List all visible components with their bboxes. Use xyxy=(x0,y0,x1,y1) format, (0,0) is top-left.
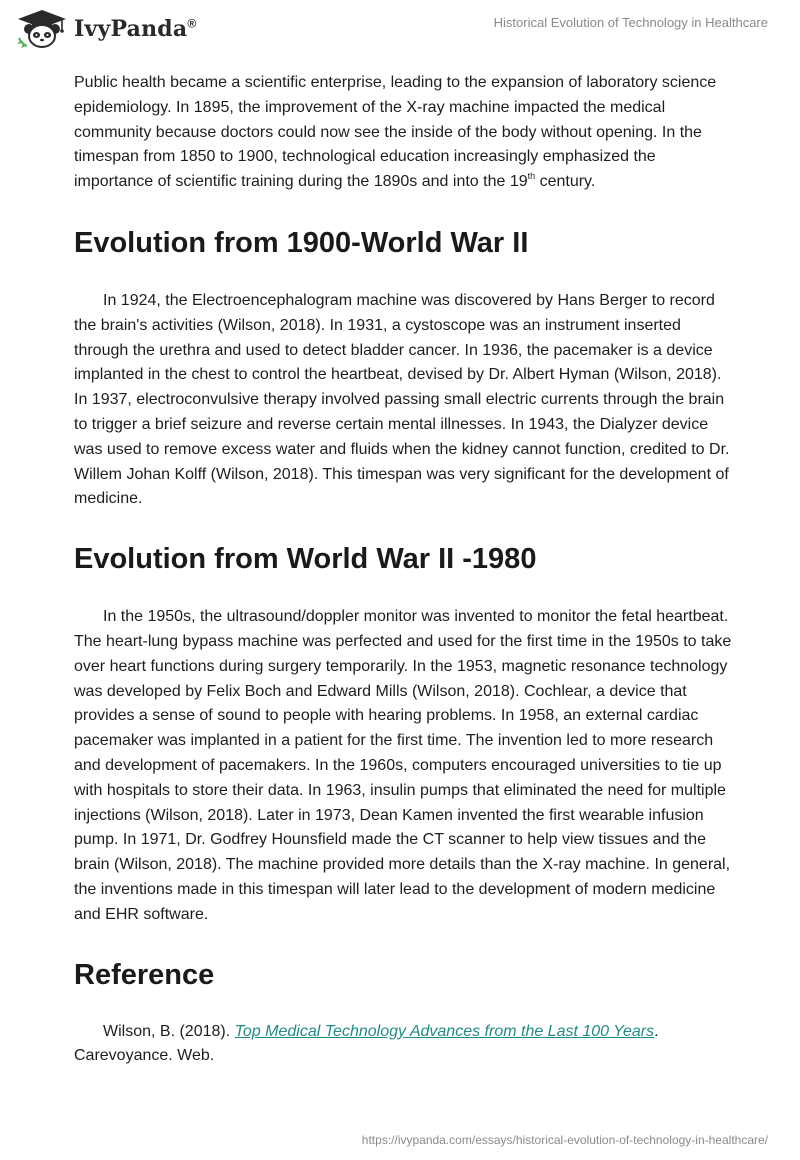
section-paragraph-wwii-1980: In the 1950s, the ultrasound/doppler monitor was invented to monitor the fetal heartbeat. The heart-lung bypass machine was perfected and used for the first time in the 1950s to take over heart functions during surgery temporarily. In the 1953, magnetic resonance technology was developed by Felix Boch and Edward Mills (Wilson, 2018). Cochlear, a device that provides a sense of sound to people with hearing problems. In 1958, an external cardiac pacemaker was implanted in a patient for the first time. The invention led to more research and development of pacemakers. In the 1960s, computers encouraged universities to tie up with hospitals to store their data. In 1963, insulin pumps that eliminated the need for multiple injections (Wilson, 2018). Later in 1973, Dean Kamen invented the first wearable infusion pump. In 1971, Dr. Godfrey Hounsfield made the CT scanner to help view tissues and the brain (Wilson, 2018). The machine provided more details than the X-ray machine. In general, the inventions made in this timespan will later lead to the development of modern medicine and EHR software. xyxy=(74,608,732,923)
registered-mark: ® xyxy=(187,16,197,31)
ordinal-superscript: th xyxy=(527,171,536,182)
reference-heading: Reference xyxy=(74,958,215,991)
reference-link[interactable]: Top Medical Technology Advances from the Last 100 Years xyxy=(234,1022,655,1040)
page-header xyxy=(0,0,800,62)
reference-entry: Wilson, B. (2018). Top Medical Technology Advances from the Last 100 Years. Carevoyance. Web. xyxy=(74,1022,659,1065)
ivypanda-logo[interactable] xyxy=(14,8,196,50)
section-heading-1900-wwii: Evolution from 1900-World War II xyxy=(74,226,529,259)
essay-body xyxy=(74,71,734,1069)
panda-graduate-icon xyxy=(14,8,70,50)
document-title: Historical Evolution of Technology in Healthcare xyxy=(493,15,768,30)
section-heading-wwii-1980: Evolution from World War II -1980 xyxy=(74,543,537,576)
brand-name: IvyPanda® xyxy=(74,16,197,42)
footer-url[interactable]: https://ivypanda.com/essays/historical-evolution-of-technology-in-healthcare/ xyxy=(361,1133,768,1147)
intro-paragraph: Public health became a scientific enterprise, leading to the expansion of laboratory science epidemiology. In 1895, the improvement of the X-ray machine impacted the medical community because doctors could now see the inside of the body without opening. In the timespan from 1850 to 1900, technological education increasingly emphasized the importance of scientific training during the 1890s and into the 19th century. xyxy=(74,74,717,191)
section-paragraph-1900-wwii: In 1924, the Electroencephalogram machine was discovered by Hans Berger to record the brain's activities (Wilson, 2018). In 1931, a cystoscope was an instrument inserted through the urethra and used to detect bladder cancer. In 1936, the pacemaker is a device implanted in the chest to control the heartbeat, devised by Dr. Albert Hyman (Wilson, 2018). In 1937, electroconvulsive therapy involved passing small electric currents through the brain to trigger a brief seizure and reverse certain mental illnesses. In 1943, the Dialyzer device was used to remove excess water and fluids when the kidney cannot function, credited to Dr. Willem Johan Kolff (Wilson, 2018). This timespan was very significant for the development of medicine. xyxy=(74,291,730,508)
